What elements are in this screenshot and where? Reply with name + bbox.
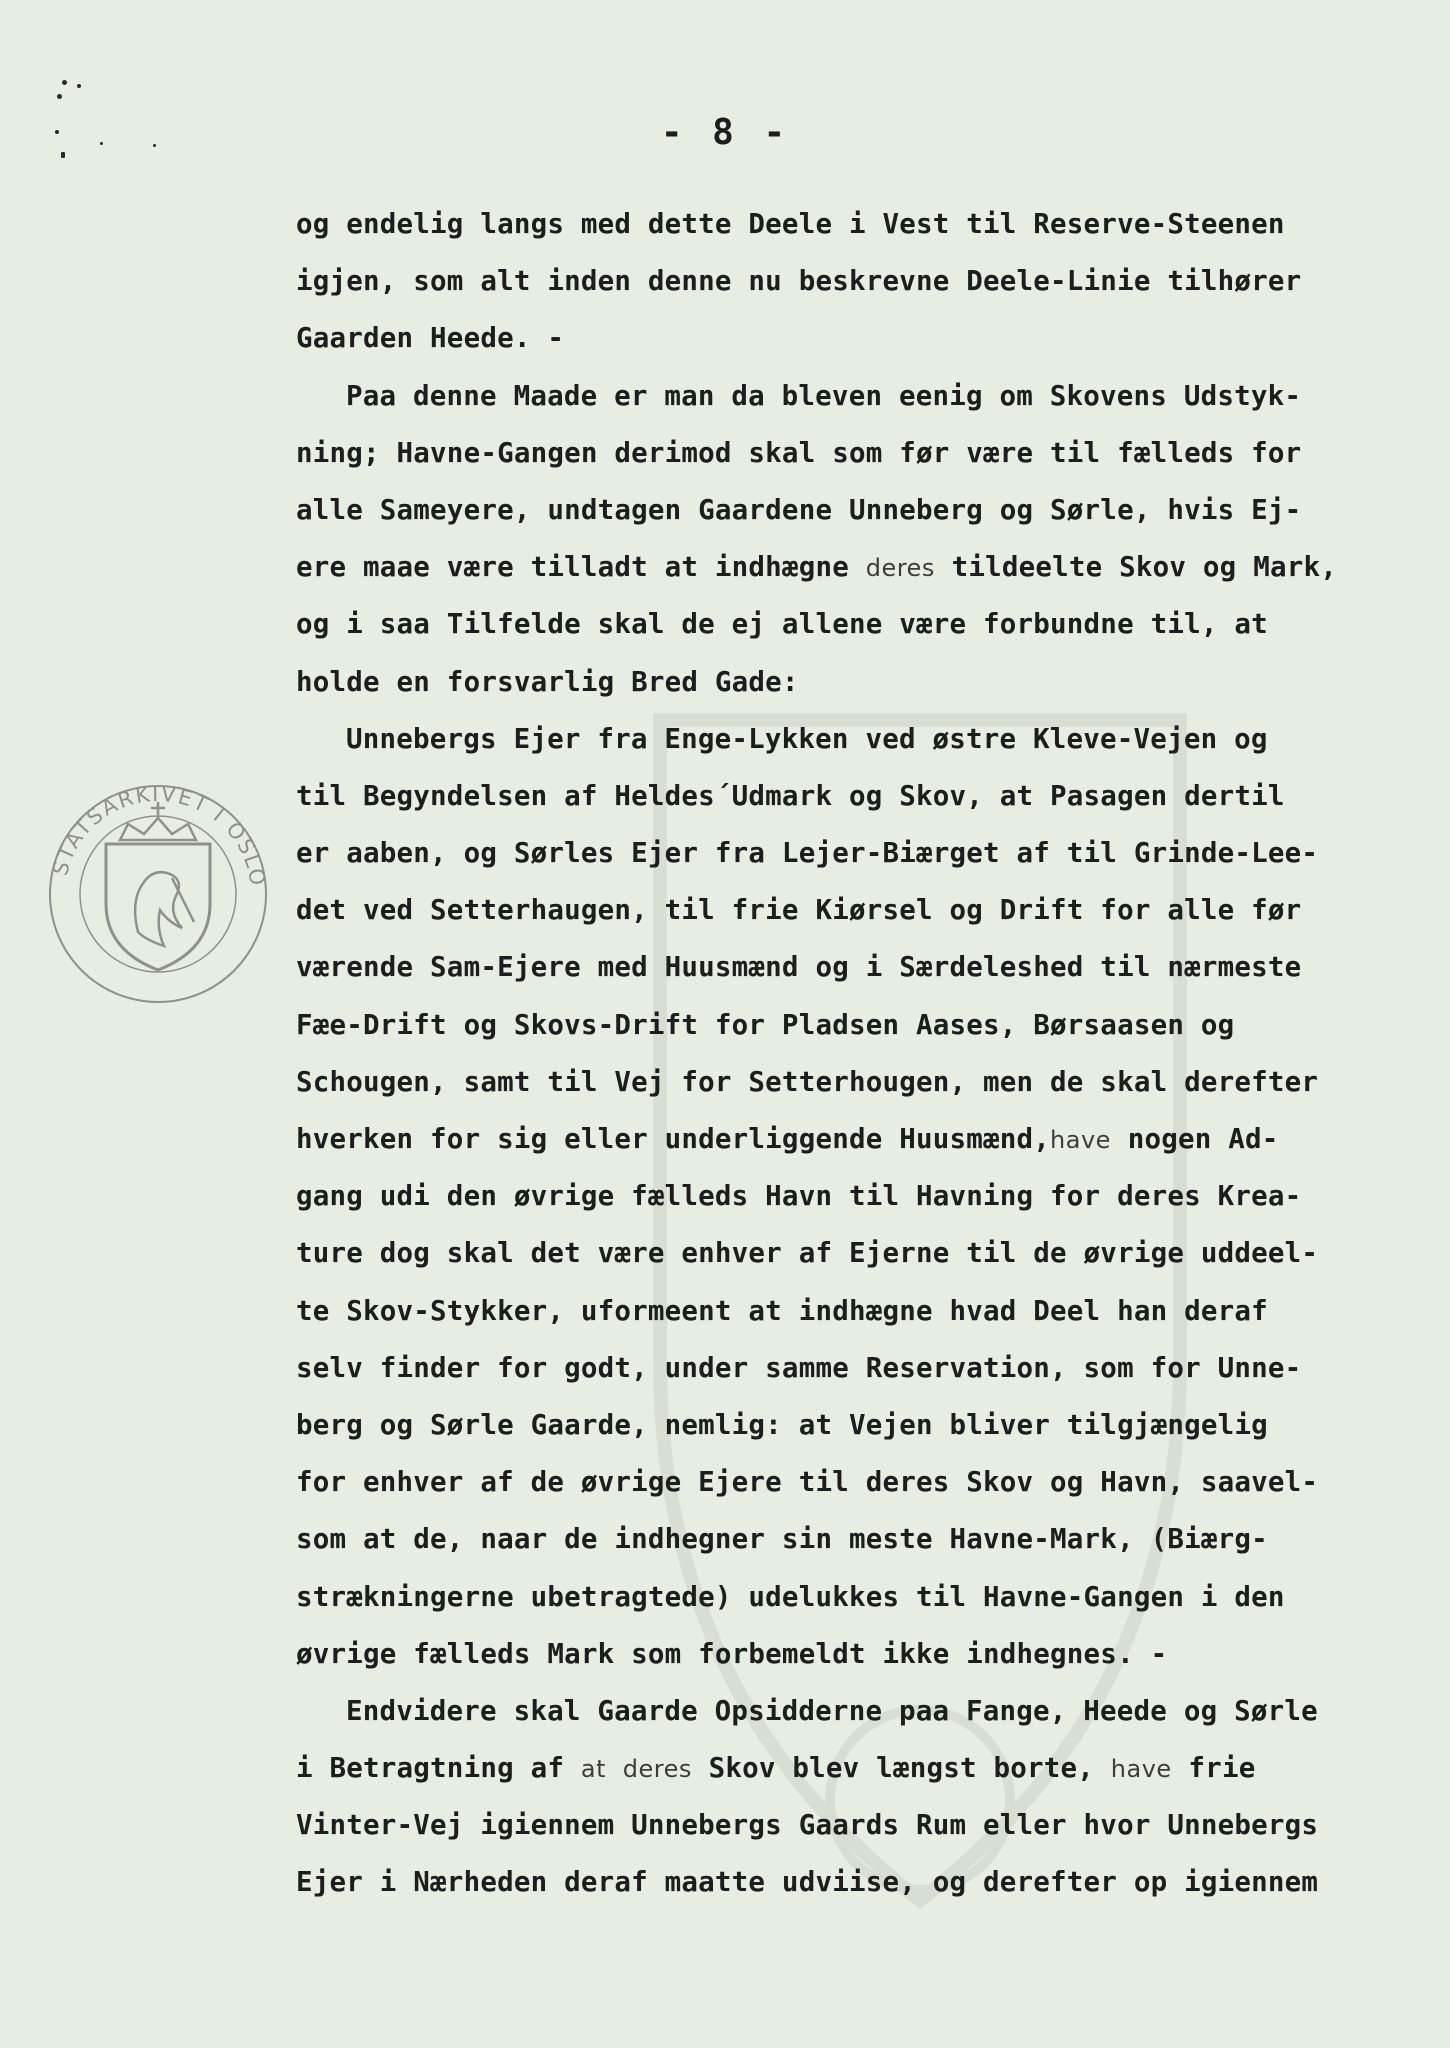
typed-text: Schougen, samt til Vej for Setterhougen, men de skal derefter <box>296 1065 1319 1098</box>
typed-text: Unnebergs Ejer fra Enge-Lykken ved østre Kleve-Vejen og <box>346 722 1268 755</box>
typed-text: Fæe-Drift og Skovs-Drift for Pladsen Aases, Børsaasen og <box>296 1008 1235 1041</box>
typed-text: berg og Sørle Gaarde, nemlig: at Vejen bliver tilgjængelig <box>296 1408 1268 1441</box>
text-line <box>296 1797 1416 1854</box>
text-line <box>296 825 1416 882</box>
text-line <box>296 1054 1416 1111</box>
typed-text: holde en forsvarlig Bred Gade: <box>296 665 799 698</box>
handwritten-insertion: have <box>1110 1755 1172 1784</box>
typed-text: ture dog skal det være enhver af Ejerne til de øvrige uddeel- <box>296 1237 1319 1270</box>
typed-text: selv finder for godt, under samme Reservation, som for Unne- <box>296 1351 1302 1384</box>
text-line <box>296 939 1416 996</box>
typed-text: er aaben, og Sørles Ejer fra Lejer-Biærget af til Grinde-Lee- <box>296 837 1319 870</box>
handwritten-insertion: have <box>1050 1126 1111 1154</box>
text-line <box>296 196 1416 253</box>
typed-text: tildeelte Skov og Mark, <box>934 551 1337 584</box>
text-line <box>296 1511 1416 1568</box>
text-line <box>296 1283 1416 1340</box>
text-line <box>296 539 1416 596</box>
page-number: - 8 - <box>660 112 790 153</box>
text-line <box>296 1111 1416 1168</box>
text-line <box>296 1225 1416 1282</box>
stamp-text: STATSARKIVET I OSLO <box>48 782 270 889</box>
typed-text: værende Sam-Ejere med Huusmænd og i Særdeleshed til nærmeste <box>296 951 1302 984</box>
text-line <box>296 1168 1416 1225</box>
text-line <box>296 482 1416 539</box>
text-line <box>296 768 1416 825</box>
body-text <box>296 196 1416 1912</box>
typed-text: frie <box>1171 1752 1256 1785</box>
text-line <box>296 654 1416 711</box>
typed-text: Paa denne Maade er man da bleven eenig om Skovens Udstyk- <box>346 379 1302 412</box>
typed-text: for enhver af de øvrige Ejere til deres Skov og Havn, saavel- <box>296 1466 1319 1499</box>
handwritten-insertion: deres <box>865 554 935 583</box>
typed-text: øvrige fælleds Mark som forbemeldt ikke indhegnes. - <box>296 1637 1168 1670</box>
text-line <box>296 1626 1416 1683</box>
text-line <box>296 425 1416 482</box>
text-line <box>296 310 1416 367</box>
text-line <box>296 1854 1416 1911</box>
text-line <box>296 997 1416 1054</box>
typed-text: i Betragtning af <box>296 1752 581 1785</box>
typed-text: det ved Setterhaugen, til frie Kiørsel og Drift for alle før <box>296 894 1302 927</box>
typed-text: ere maae være tilladt at indhægne <box>296 551 866 584</box>
typed-text: Gaarden Heede. - <box>296 322 565 355</box>
text-line <box>296 1340 1416 1397</box>
typed-text: Ejer i Nærheden deraf maatte udviise, og derefter op igiennem <box>296 1866 1319 1899</box>
text-line <box>296 1454 1416 1511</box>
typed-text: ning; Havne-Gangen derimod skal som før være til fælleds for <box>296 436 1302 469</box>
typed-text: te Skov-Stykker, uformeent at indhægne hvad Deel han deraf <box>296 1294 1268 1327</box>
text-line <box>296 1397 1416 1454</box>
typed-text: som at de, naar de indhegner sin meste Havne-Mark, (Biærg- <box>296 1523 1268 1556</box>
text-line <box>296 711 1416 768</box>
text-line <box>296 1569 1416 1626</box>
typed-text: Endvidere skal Gaarde Opsidderne paa Fange, Heede og Sørle <box>346 1694 1318 1727</box>
typed-text: til Begyndelsen af Heldes´Udmark og Skov, at Pasagen dertil <box>296 779 1285 812</box>
typed-text <box>606 1752 623 1784</box>
typed-text: og endelig langs med dette Deele i Vest til Reserve-Steenen <box>296 208 1285 240</box>
handwritten-insertion: deres <box>622 1755 692 1784</box>
text-line <box>296 1740 1416 1797</box>
archive-stamp <box>46 782 270 1006</box>
text-line <box>296 1683 1416 1740</box>
typed-text: Skov blev længst borte, <box>691 1752 1111 1785</box>
typed-text: alle Sameyere, undtagen Gaardene Unneberg og Sørle, hvis Ej- <box>296 493 1302 526</box>
handwritten-insertion: at <box>580 1755 606 1784</box>
text-line <box>296 253 1416 310</box>
text-line <box>296 368 1416 425</box>
text-line <box>296 882 1416 939</box>
typed-text: strækningerne ubetragtede) udelukkes til Havne-Gangen i den <box>296 1580 1285 1613</box>
text-line <box>296 596 1416 653</box>
typed-text: og i saa Tilfelde skal de ej allene være forbundne til, at <box>296 608 1268 641</box>
typed-text: nogen Ad- <box>1110 1123 1279 1155</box>
typed-text: igjen, som alt inden denne nu beskrevne Deele-Linie tilhører <box>296 265 1302 298</box>
typed-text: hverken for sig eller underliggende Huusmænd, <box>296 1123 1051 1155</box>
typed-text: gang udi den øvrige fælleds Havn til Havning for deres Krea- <box>296 1180 1302 1213</box>
typed-text: Vinter-Vej igiennem Unnebergs Gaards Rum eller hvor Unnebergs <box>296 1809 1319 1842</box>
